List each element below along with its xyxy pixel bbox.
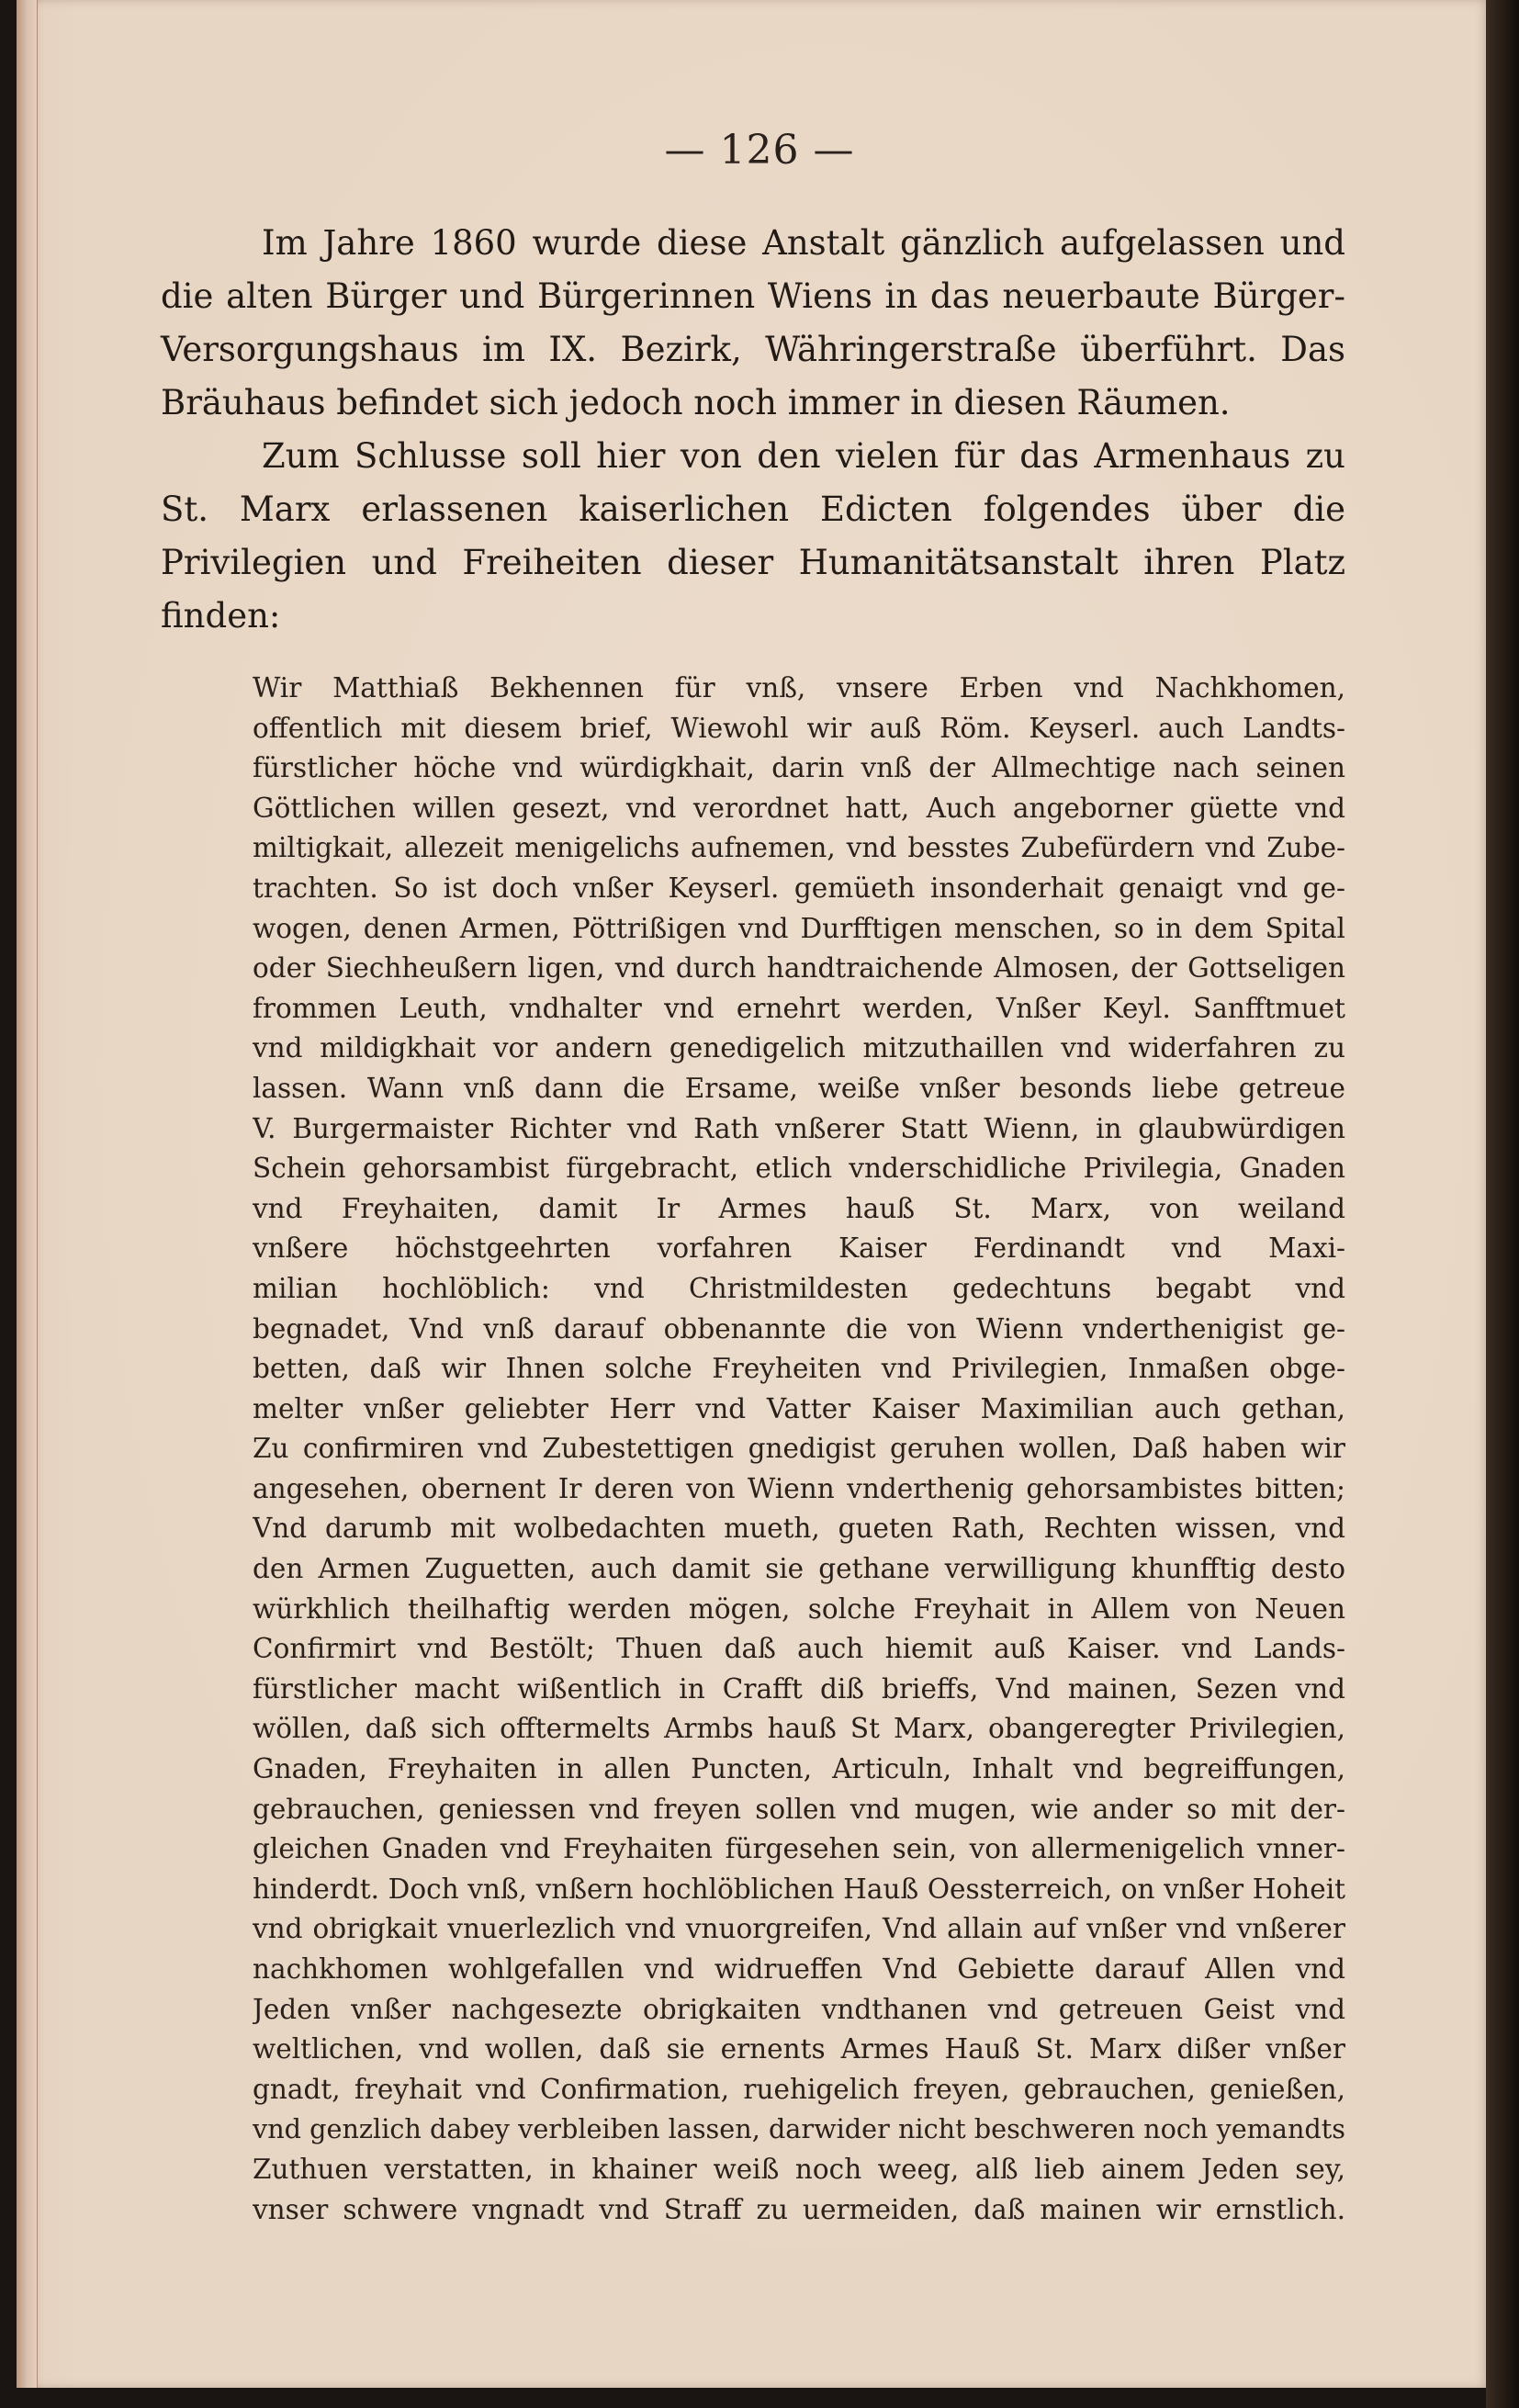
edict-line: vnser schwere vngnadt vnd Straff zu uermeiden, daß mainen wir ernstlich. [253,2193,1345,2225]
edict-line: gnadt, freyhait vnd Confirmation, ruehigelich freyen, gebrauchen, genießen, [253,2073,1345,2105]
edict-line: vnd Freyhaiten, damit Ir Armes hauß St. Marx, von weiland [253,1192,1345,1224]
paragraph-2: Zum Schlusse soll hier von den vielen für das Armenhaus zu St. Marx erlassenen kaiserlichen Edicten folgendes über die Privilegien und Freiheiten dieser Humanitätsanstalt ihren Platz finden: [161,436,1345,636]
edict-line: weltlichen, vnd wollen, daß sie ernents Armes Hauß St. Marx dißer vnßer [253,2033,1345,2065]
edict-line: angesehen, obernent Ir deren von Wienn vnderthenig gehorsambistes bitten; [253,1472,1345,1504]
edict-line: miltigkait, allezeit menigelichs aufnemen, vnd besstes Zubefürdern vnd Zube- [253,832,1345,864]
edict-line: Vnd darumb mit wolbedachten mueth, gueten Rath, Rechten wissen, vnd [253,1513,1345,1545]
page-gutter [17,0,38,2388]
edict-line: hinderdt. Doch vnß, vnßern hochlöblichen Hauß Oessterreich, on vnßer Hoheit [253,1873,1345,1905]
edict-line: vnßere höchstgeehrten vorfahren Kaiser Ferdinandt vnd Maxi- [253,1232,1345,1265]
edict-line: betten, daß wir Ihnen solche Freyheiten vnd Privilegien, Inmaßen obge- [253,1353,1345,1385]
edict-line: Zu confirmiren vnd Zubestettigen gnedigist geruhen wollen, Daß haben wir [253,1433,1345,1465]
edict-line: fürstlicher höche vnd würdigkhait, darin vnß der Allmechtige nach seinen [253,752,1345,784]
edict-line: trachten. So ist doch vnßer Keyserl. gemüeth insonderhait genaigt vnd ge- [253,872,1345,904]
edict-line: den Armen Zuguetten, auch damit sie gethane verwilligung khunfftig desto [253,1553,1345,1585]
edict-line: Gnaden, Freyhaiten in allen Puncten, Articuln, Inhalt vnd begreiffungen, [253,1753,1345,1785]
edict-line: Confirmirt vnd Bestölt; Thuen daß auch hiemit auß Kaiser. vnd Lands- [253,1633,1345,1665]
page-number: — 126 — [664,127,855,174]
page-content [161,217,1345,2230]
edict-line: vnd obrigkait vnuerlezlich vnd vnuorgreifen, Vnd allain auf vnßer vnd vnßerer [253,1913,1345,1945]
edict-line: würkhlich theilhaftig werden mögen, solche Freyhait in Allem von Neuen [253,1592,1345,1625]
paragraph-1: Im Jahre 1860 wurde diese Anstalt gänzlich aufgelassen und die alten Bürger und Bürgerinnen Wiens in das neuerbaute Bürger-Versorgungshaus im IX. Bezirk, Währingerstraße überführt. Das Bräuhaus befindet sich jedoch noch immer in diesen Räumen. [161,223,1345,422]
edict-line: frommen Leuth, vndhalter vnd ernehrt werden, Vnßer Keyl. Sanfftmuet [253,992,1345,1024]
edict-line: Göttlichen willen gesezt, vnd verordnet hatt, Auch angeborner güette vnd [253,792,1345,824]
edict-line: V. Burgermaister Richter vnd Rath vnßerer Statt Wienn, in glaubwürdigen [253,1112,1345,1144]
scan-background [1486,0,1519,2408]
edict-line: oder Siechheußern ligen, vnd durch handtraichende Almosen, der Gottseligen [253,952,1345,985]
edict-line: melter vnßer geliebter Herr vnd Vatter Kaiser Maximilian auch gethan, [253,1392,1345,1424]
edict-line: lassen. Wann vnß dann die Ersame, weiße vnßer besonds liebe getreue [253,1072,1345,1104]
edict-line: wöllen, daß sich offtermelts Armbs hauß St Marx, obangeregter Privilegien, [253,1713,1345,1745]
quoted-edict [161,669,1345,2230]
edict-line: Wir Matthiaß Bekhennen für vnß, vnsere Erben vnd Nachkhomen, [253,672,1345,703]
edict-line: vnd mildigkhait vor andern genedigelich mitzuthaillen vnd widerfahren zu [253,1032,1345,1064]
edict-line: offentlich mit diesem brief, Wiewohl wir auß Röm. Keyserl. auch Landts- [253,712,1345,744]
edict-line: begnadet, Vnd vnß darauf obbenannte die von Wienn vnderthenigist ge- [253,1312,1345,1345]
edict-line: milian hochlöblich: vnd Christmildesten gedechtuns begabt vnd [253,1272,1345,1304]
edict-line: fürstlicher macht wißentlich in Crafft diß brieffs, Vnd mainen, Sezen vnd [253,1672,1345,1705]
body-text [161,217,1345,643]
edict-line: gebrauchen, geniessen vnd freyen sollen vnd mugen, wie ander so mit der- [253,1793,1345,1825]
edict-line: gleichen Gnaden vnd Freyhaiten fürgesehen sein, von allermenigelich vnner- [253,1833,1345,1865]
edict-line: Zuthuen verstatten, in khainer weiß noch weeg, alß lieb ainem Jeden sey, [253,2153,1345,2185]
edict-line: wogen, denen Armen, Pöttrißigen vnd Durfftigen menschen, so in dem Spital [253,912,1345,944]
edict-line: vnd genzlich dabey verbleiben lassen, darwider nicht beschweren noch yemandts [253,2113,1345,2145]
edict-line: Jeden vnßer nachgesezte obrigkaiten vndthanen vnd getreuen Geist vnd [253,1993,1345,2025]
edict-line: Schein gehorsambist fürgebracht, etlich vnderschidliche Privilegia, Gnaden [253,1153,1345,1185]
edict-line: nachkhomen wohlgefallen vnd widrueffen Vnd Gebiette darauf Allen vnd [253,1953,1345,1985]
